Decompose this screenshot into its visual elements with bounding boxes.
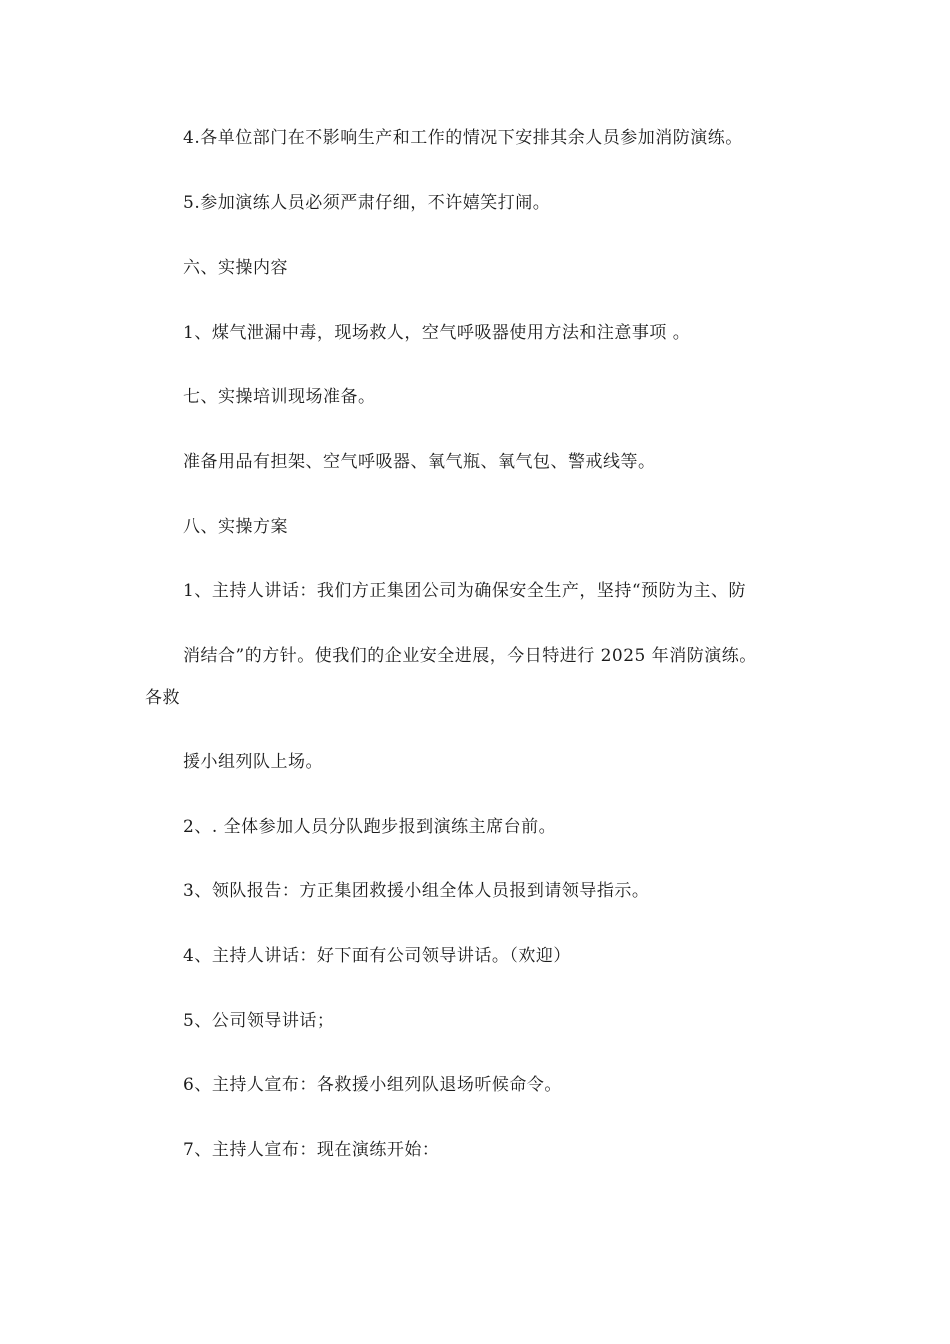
section-heading-6: 六、实操内容: [183, 258, 288, 278]
paragraph-host-speech-line4: 援小组列队上场。: [183, 752, 323, 772]
paragraph-item-5: 5.参加演练人员必须严肃仔细，不许嬉笑打闹。: [183, 193, 551, 213]
paragraph-gas-leak: 1、煤气泄漏中毒，现场救人，空气呼吸器使用方法和注意事项 。: [183, 323, 691, 343]
paragraph-host-speech-line2: 消结合”的方针。使我们的企业安全进展，今日特进行 2025 年消防演练。: [183, 646, 757, 666]
paragraph-step-7: 7、主持人宣布：现在演练开始：: [183, 1140, 440, 1160]
paragraph-step-2: 2、. 全体参加人员分队跑步报到演练主席台前。: [183, 817, 557, 837]
paragraph-step-6: 6、主持人宣布：各救援小组列队退场听候命令。: [183, 1075, 562, 1095]
paragraph-step-5: 5、公司领导讲话；: [183, 1011, 335, 1031]
section-heading-7: 七、实操培训现场准备。: [183, 387, 376, 407]
section-heading-8: 八、实操方案: [183, 517, 288, 537]
paragraph-item-4: 4.各单位部门在不影响生产和工作的情况下安排其余人员参加消防演练。: [183, 128, 743, 148]
paragraph-host-speech-line1: 1、主持人讲话：我们方正集团公司为确保安全生产，坚持“预防为主、防: [183, 581, 747, 601]
paragraph-step-4: 4、主持人讲话：好下面有公司领导讲话。（欢迎）: [183, 946, 571, 966]
paragraph-equipment: 准备用品有担架、空气呼吸器、氧气瓶、氧气包、警戒线等。: [183, 452, 656, 472]
paragraph-host-speech-line3: 各救: [145, 688, 180, 708]
paragraph-step-3: 3、领队报告：方正集团救援小组全体人员报到请领导指示。: [183, 881, 650, 901]
